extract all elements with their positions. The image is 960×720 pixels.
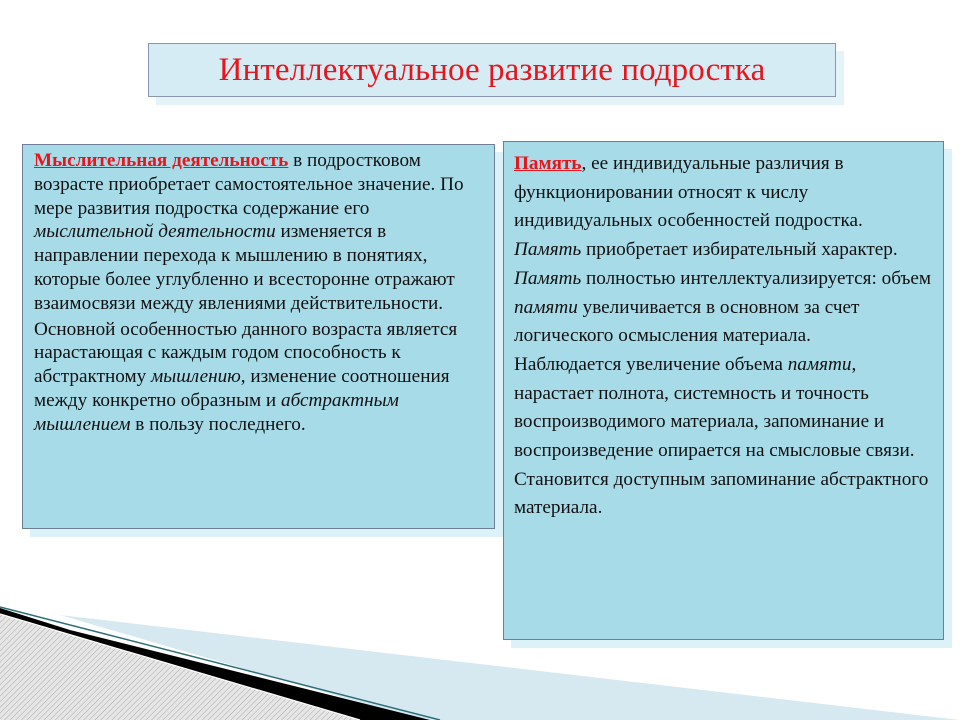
- body-text: , ее индивидуальные различия в функционировании относят к числу индивидуальных особенностей подростка.: [514, 153, 863, 232]
- body-text: увеличивается в основном за счет логического осмысления материала.: [514, 296, 860, 347]
- emphasis-text: Память: [514, 267, 582, 289]
- keyword-heading: Мыслительная деятельность: [34, 150, 289, 171]
- body-text: , нарастает полнота, системность и точность воспроизводимого материала, запоминание и воспроизведение опирается на смысловые связи. Становится доступным запоминание абстрактного материала.: [514, 353, 929, 519]
- emphasis-text: мыслительной деятельности: [34, 221, 276, 243]
- body-text: Наблюдается увеличение объема: [514, 353, 788, 375]
- emphasis-text: абстрактным мышлением: [34, 389, 399, 435]
- emphasis-text: памяти: [787, 353, 852, 375]
- emphasis-text: памяти: [514, 296, 578, 318]
- body-text: изменяется в направлении перехода к мышлению в понятиях, которые более углубленно и всесторонне отражают взаимосвязи между явлениями действительности.: [34, 221, 455, 314]
- title-box: [148, 43, 836, 97]
- body-text: в пользу последнего.: [130, 413, 306, 435]
- body-text: Основной особенностью данного возраста является нарастающая с каждым годом способность к абстрактному: [34, 318, 458, 388]
- paragraph: [34, 318, 488, 437]
- body-text: полностью интеллектуализируется: объем: [581, 267, 932, 289]
- paragraph: [514, 150, 937, 236]
- body-text: приобретает избирательный характер.: [581, 239, 898, 261]
- paragraph: [34, 149, 488, 316]
- page-title: Интеллектуальное развитие подростка: [218, 51, 766, 88]
- paragraph: [514, 236, 937, 351]
- body-text: в подростковом возрасте приобретает самостоятельное значение. По мере развития подростка содержание его: [34, 150, 464, 219]
- emphasis-text: мышлению: [151, 366, 241, 388]
- body-text: , изменение соотношения между конкретно образным и: [34, 366, 450, 411]
- thinking-text-box: [22, 144, 495, 529]
- memory-text-box: [503, 141, 944, 640]
- keyword-heading: Память: [514, 153, 582, 174]
- paragraph: [514, 351, 937, 523]
- emphasis-text: Память: [514, 239, 582, 261]
